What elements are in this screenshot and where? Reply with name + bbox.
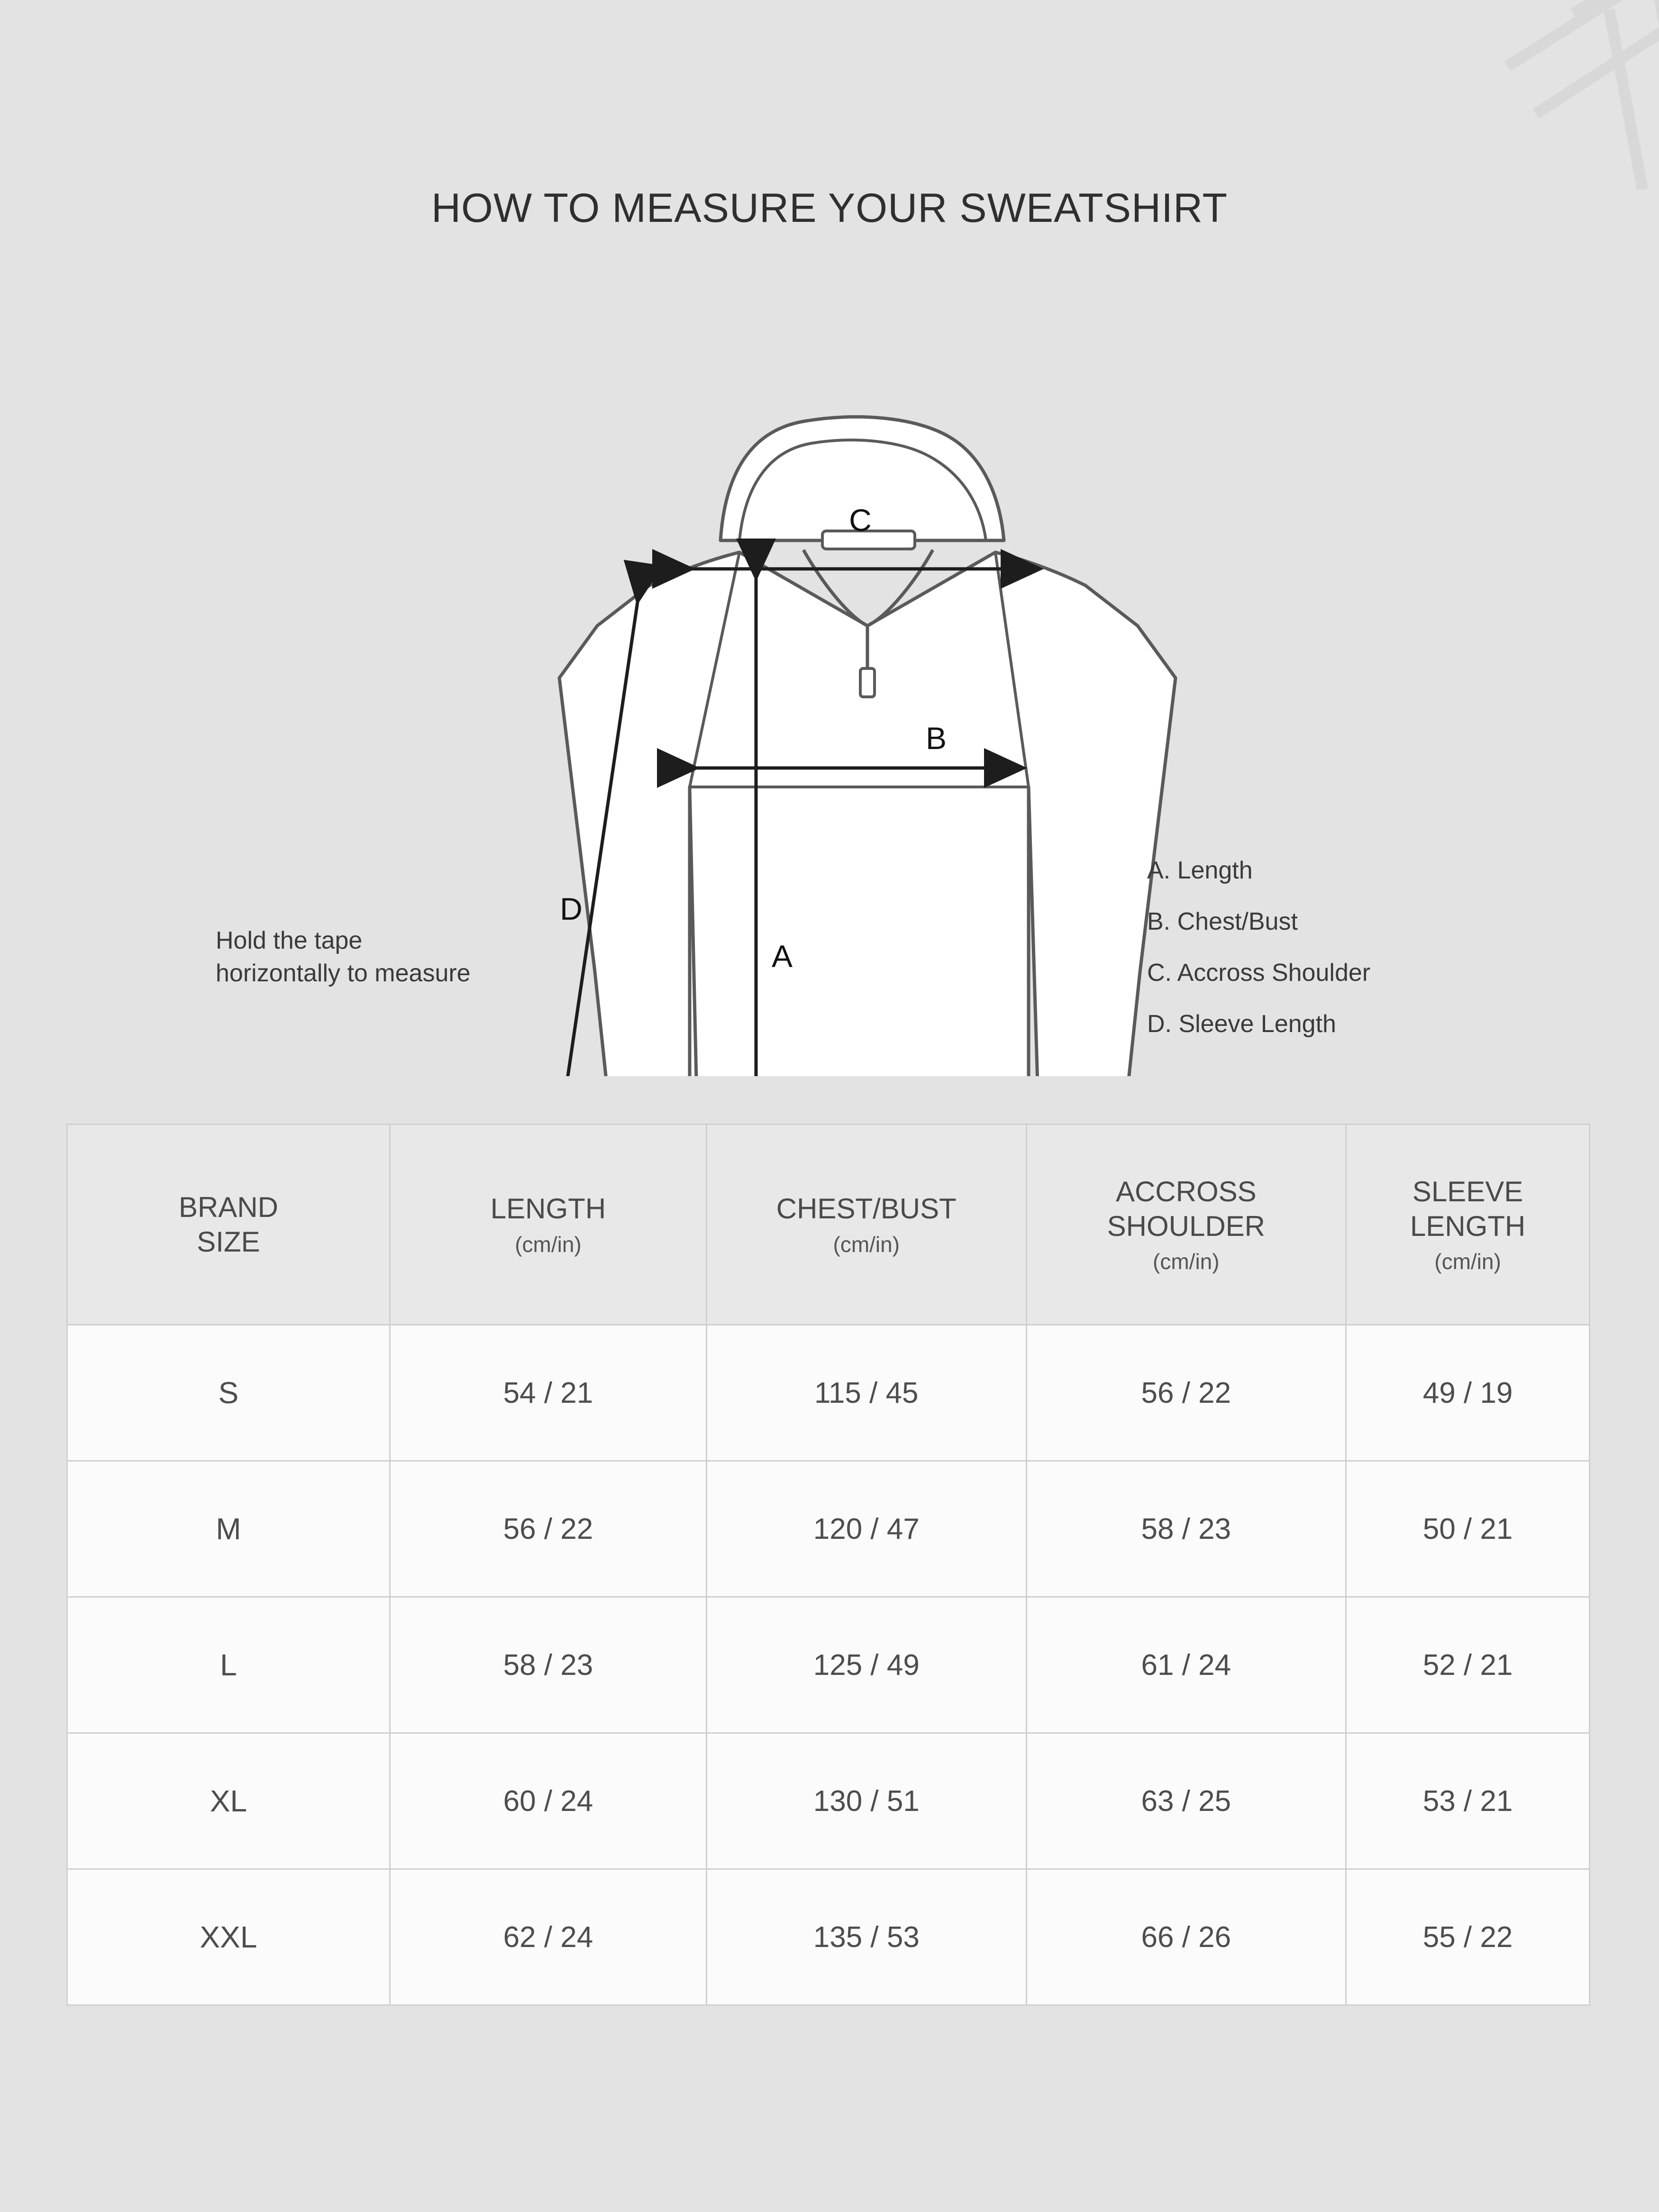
legend-item-a: A. Length — [1147, 857, 1253, 884]
table-row — [67, 1325, 1590, 1461]
column-header-chest — [707, 1124, 1027, 1325]
column-header-chest-unit: (cm/in) — [833, 1232, 900, 1257]
cell-sleeve: 52 / 21 — [1346, 1597, 1590, 1733]
zipper-pull-icon — [860, 668, 875, 697]
cell-size: M — [67, 1461, 390, 1597]
cell-size: S — [67, 1325, 390, 1461]
column-header-length-unit: (cm/in) — [515, 1232, 582, 1257]
cell-shoulder: 61 / 24 — [1026, 1597, 1346, 1733]
table-header — [67, 1124, 1590, 1325]
column-header-brand-size-line1: BRAND — [178, 1191, 278, 1223]
cell-sleeve: 55 / 22 — [1346, 1869, 1590, 2005]
column-header-length-line1: LENGTH — [490, 1193, 606, 1225]
cell-size: XL — [67, 1733, 390, 1869]
cell-sleeve: 49 / 19 — [1346, 1325, 1590, 1461]
cell-shoulder: 63 / 25 — [1026, 1733, 1346, 1869]
cell-shoulder: 56 / 22 — [1026, 1325, 1346, 1461]
cell-size: XXL — [67, 1869, 390, 2005]
measure-label-d: D — [560, 891, 583, 926]
column-header-sleeve-line2: LENGTH — [1410, 1210, 1526, 1242]
cell-length: 54 / 21 — [390, 1325, 706, 1461]
hold-tape-note-line1: Hold the tape — [216, 927, 363, 954]
legend-item-d: D. Sleeve Length — [1147, 1010, 1336, 1038]
cell-length: 62 / 24 — [390, 1869, 706, 2005]
cell-chest: 130 / 51 — [707, 1733, 1027, 1869]
cell-shoulder: 66 / 26 — [1026, 1869, 1346, 2005]
measurement-legend — [1147, 858, 1370, 1063]
column-header-sleeve — [1346, 1124, 1590, 1325]
column-header-sleeve-unit: (cm/in) — [1434, 1249, 1501, 1274]
cell-chest: 120 / 47 — [707, 1461, 1027, 1597]
table-body — [67, 1325, 1590, 2005]
hold-tape-note-line2: horizontally to measure — [216, 959, 471, 987]
column-header-length — [390, 1124, 706, 1325]
column-header-brand-size — [67, 1124, 390, 1325]
column-header-shoulder-line1: ACCROSS — [1115, 1175, 1257, 1207]
table-row — [67, 1597, 1590, 1733]
column-header-shoulder — [1026, 1124, 1346, 1325]
size-chart-table — [66, 1124, 1590, 2006]
cell-chest: 125 / 49 — [707, 1597, 1027, 1733]
legend-item-b: B. Chest/Bust — [1147, 908, 1298, 935]
column-header-sleeve-line1: SLEEVE — [1412, 1175, 1523, 1207]
cell-sleeve: 50 / 21 — [1346, 1461, 1590, 1597]
column-header-shoulder-unit: (cm/in) — [1153, 1249, 1220, 1274]
table-row — [67, 1733, 1590, 1869]
measure-label-a: A — [771, 939, 793, 974]
hold-tape-note — [216, 924, 595, 989]
column-header-brand-size-line2: SIZE — [197, 1226, 260, 1258]
size-chart-table-wrapper — [66, 1124, 1590, 2006]
cell-length: 56 / 22 — [390, 1461, 706, 1597]
cell-shoulder: 58 / 23 — [1026, 1461, 1346, 1597]
table-header-row — [67, 1124, 1590, 1325]
cell-chest: 135 / 53 — [707, 1869, 1027, 2005]
table-row — [67, 1869, 1590, 2005]
column-header-shoulder-line2: SHOULDER — [1107, 1210, 1265, 1242]
column-header-chest-line1: CHEST/BUST — [776, 1193, 957, 1225]
cell-size: L — [67, 1597, 390, 1733]
cell-sleeve: 53 / 21 — [1346, 1733, 1590, 1869]
cell-length: 60 / 24 — [390, 1733, 706, 1869]
legend-item-c: C. Accross Shoulder — [1147, 959, 1371, 987]
measure-label-c: C — [849, 503, 872, 538]
page-title: HOW TO MEASURE YOUR SWEATSHIRT — [431, 185, 1228, 231]
cell-length: 58 / 23 — [390, 1597, 706, 1733]
table-row — [67, 1461, 1590, 1597]
measure-label-b: B — [925, 721, 947, 756]
cell-chest: 115 / 45 — [707, 1325, 1027, 1461]
